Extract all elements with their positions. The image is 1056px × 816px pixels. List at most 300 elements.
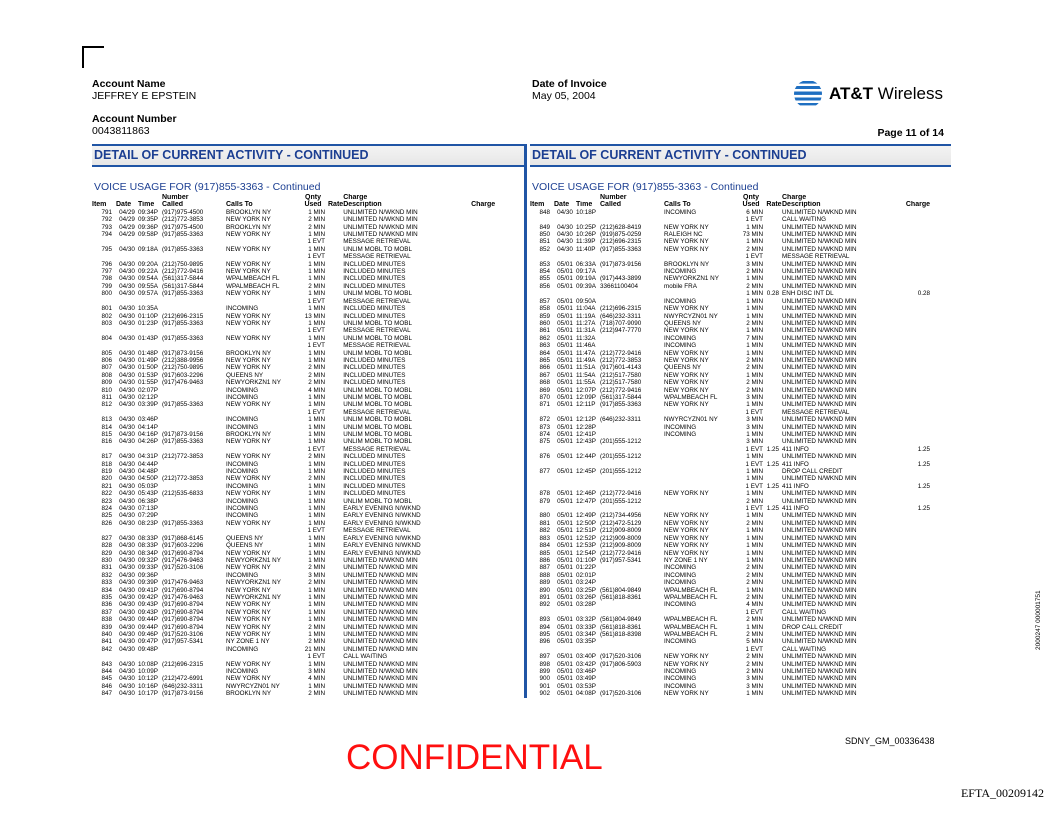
cell-item: 901 xyxy=(539,682,550,690)
cell-item: 876 xyxy=(539,453,550,461)
cell-rate xyxy=(328,350,343,357)
cell-charge: 1.25 xyxy=(917,482,930,490)
cell-calls-to: BROOKLYN NY xyxy=(226,431,272,438)
cell-item: 838 xyxy=(101,616,112,624)
cell-used: 2 MIN xyxy=(746,356,763,364)
cell-rate xyxy=(328,527,343,534)
cell-item: 808 xyxy=(101,371,112,379)
cell-item: 831 xyxy=(101,564,112,572)
cell-description: UNLIM MOBL TO MOBL xyxy=(343,290,413,298)
cell-called: (917)520-3106 xyxy=(600,653,642,661)
cell-rate xyxy=(766,616,782,623)
cell-date: 05/01 xyxy=(557,549,573,557)
cell-called xyxy=(600,209,664,216)
cell-time: 09:44P xyxy=(138,616,158,624)
cell-rate xyxy=(766,275,782,282)
cell-used: 2 MIN xyxy=(308,564,325,572)
cell-called xyxy=(162,387,226,394)
cell-date: 05/01 xyxy=(557,682,573,690)
cell-charge xyxy=(878,246,930,253)
cell-rate xyxy=(328,290,343,297)
cell-calls-to: INCOMING xyxy=(226,416,259,424)
table-row xyxy=(92,305,495,312)
cell-date: 05/01 xyxy=(557,393,573,401)
cell-calls-to: NY ZONE 1 NY xyxy=(664,556,708,564)
cell-date: 04/30 xyxy=(119,601,135,609)
cell-used: 2 MIN xyxy=(746,653,763,661)
cell-description: MESSAGE RETRIEVAL xyxy=(343,408,411,416)
cell-rate xyxy=(328,579,343,586)
cell-calls-to: NEW YORK NY xyxy=(226,334,271,342)
cell-charge xyxy=(878,475,930,482)
cell-rate xyxy=(328,438,343,445)
cell-time: 03:46P xyxy=(576,668,596,675)
cell-calls-to: BROOKLYN NY xyxy=(664,260,710,268)
cell-used: 1 EVT xyxy=(307,445,325,453)
cell-item: 864 xyxy=(539,349,550,357)
cell-rate xyxy=(766,631,782,638)
cell-item: 807 xyxy=(101,364,112,372)
cell-description: MESSAGE RETRIEVAL xyxy=(343,327,411,335)
cell-description: UNLIMITED N/WKND MIN xyxy=(782,260,857,268)
cell-calls-to: NEW YORK NY xyxy=(226,616,271,624)
cell-rate xyxy=(766,564,782,571)
cell-calls-to: WPALMBEACH FL xyxy=(664,593,718,601)
cell-date: 04/30 xyxy=(119,571,135,579)
cell-description: UNLIMITED N/WKND MIN xyxy=(782,386,857,394)
table-row xyxy=(92,690,495,697)
cell-charge xyxy=(447,320,495,327)
cell-calls-to: NEW YORK NY xyxy=(226,453,271,461)
cell-item: 886 xyxy=(539,556,550,564)
cell-charge xyxy=(878,394,930,401)
cell-used: 1 EVT xyxy=(745,608,763,616)
cell-charge xyxy=(447,505,495,512)
cell-description: MESSAGE RETRIEVAL xyxy=(343,297,411,305)
cell-charge xyxy=(878,498,930,505)
cell-description: UNLIMITED N/WKND MIN xyxy=(782,342,857,350)
cell-called xyxy=(600,505,664,512)
cell-item: 816 xyxy=(101,438,112,446)
cell-calls-to: NEWYORKZN1 NY xyxy=(664,275,719,283)
cell-time xyxy=(138,342,162,349)
cell-rate xyxy=(328,313,343,320)
cell-rate xyxy=(328,224,343,231)
cell-item: 819 xyxy=(101,468,112,476)
cell-rate xyxy=(328,661,343,668)
cell-time: 04:26P xyxy=(138,438,158,446)
cell-charge xyxy=(878,327,930,334)
cell-charge xyxy=(447,675,495,682)
cell-rate xyxy=(328,453,343,460)
cell-date: 05/01 xyxy=(557,423,573,431)
th-blank xyxy=(116,194,138,201)
cell-called: (917)690-8794 xyxy=(162,549,204,557)
cell-used: 2 MIN xyxy=(308,371,325,379)
column-header-used: Used xyxy=(304,201,322,209)
cell-date: 04/30 xyxy=(119,630,135,638)
cell-charge xyxy=(447,379,495,386)
cell-description: UNLIMITED N/WKND MIN xyxy=(782,571,857,579)
cell-called xyxy=(162,416,226,423)
table-row xyxy=(530,461,930,468)
cell-rate xyxy=(328,653,343,660)
cell-called: (561)804-9849 xyxy=(600,586,642,594)
column-header-calls-to: Calls To xyxy=(664,201,691,209)
cell-charge xyxy=(447,690,495,697)
cell-time: 09:57A xyxy=(138,290,158,298)
cell-time: 04:08P xyxy=(576,690,596,698)
cell-calls-to: NEW YORK NY xyxy=(664,490,709,498)
cell-calls-to: INCOMING xyxy=(226,668,259,675)
cell-item: 829 xyxy=(101,549,112,557)
cell-called: (212)472-6991 xyxy=(162,675,204,683)
cell-charge xyxy=(447,305,495,312)
cell-date: 04/30 xyxy=(119,690,135,698)
cell-calls-to xyxy=(664,475,736,482)
cell-called: (561)804-9849 xyxy=(600,616,642,624)
cell-calls-to: INCOMING xyxy=(226,468,259,476)
cell-date xyxy=(116,446,138,453)
header-row-top xyxy=(92,194,495,201)
th-blank xyxy=(138,194,162,201)
cell-charge xyxy=(447,350,495,357)
account-number: 0043811863 xyxy=(92,125,150,137)
cell-item: 852 xyxy=(539,245,550,253)
cell-charge xyxy=(447,290,495,297)
cell-calls-to: BROOKLYN NY xyxy=(226,223,272,231)
cell-charge xyxy=(447,401,495,408)
cell-calls-to: NEW YORK NY xyxy=(664,305,709,313)
cell-item: 870 xyxy=(539,393,550,401)
cell-time: 09:17A xyxy=(576,268,596,276)
cell-calls-to: NWYRCYZN01 NY xyxy=(664,416,718,424)
cell-charge xyxy=(447,609,495,616)
cell-rate xyxy=(766,646,782,653)
cell-calls-to: INCOMING xyxy=(664,579,697,587)
table-row xyxy=(92,409,495,416)
cell-calls-to: NEW YORK NY xyxy=(226,601,271,609)
cell-item: 830 xyxy=(101,556,112,564)
cell-description: EARLY EVENING N/WKND xyxy=(343,549,421,557)
cell-called xyxy=(600,564,664,571)
cell-item: 883 xyxy=(539,534,550,542)
cell-used: 1 MIN xyxy=(746,556,763,564)
cell-used: 2 MIN xyxy=(746,660,763,668)
th-charge-top: Charge xyxy=(343,194,368,201)
cell-charge xyxy=(878,216,930,223)
cell-calls-to: NEW YORK NY xyxy=(226,401,271,409)
table-row xyxy=(92,490,495,497)
cell-called: (212)772-9416 xyxy=(600,490,642,498)
cell-used: 1 MIN xyxy=(308,275,325,283)
cell-called: (917)975-4500 xyxy=(162,223,204,231)
cell-time: 01:23P xyxy=(138,319,158,327)
cell-charge xyxy=(447,216,495,223)
cell-description: UNLIMITED N/WKND MIN xyxy=(782,668,857,675)
table-row xyxy=(92,616,495,623)
table-row xyxy=(92,290,495,297)
cell-charge xyxy=(447,542,495,549)
cell-item: 840 xyxy=(101,630,112,638)
cell-called: (561)317-5844 xyxy=(162,282,204,290)
column-header-date: Date xyxy=(116,201,132,209)
cell-used: 2 MIN xyxy=(746,379,763,387)
cell-description: UNLIMITED N/WKND MIN xyxy=(343,586,418,594)
cell-rate xyxy=(328,246,343,253)
cell-date xyxy=(554,505,576,512)
cell-rate xyxy=(766,475,782,482)
cell-description: DROP CALL CREDIT xyxy=(782,468,843,476)
cell-rate xyxy=(328,690,343,697)
cell-description: CALL WAITING xyxy=(782,608,826,616)
table-row xyxy=(530,275,930,282)
cell-rate xyxy=(328,209,343,216)
cell-date xyxy=(554,409,576,416)
cell-called xyxy=(600,409,664,416)
cell-date: 04/30 xyxy=(119,379,135,387)
column-header-used: Used xyxy=(742,201,760,209)
cell-calls-to: INCOMING xyxy=(226,393,259,401)
account-name: JEFFREY E EPSTEIN xyxy=(92,90,197,102)
logo-wordmark xyxy=(829,84,943,104)
cell-date xyxy=(554,253,576,260)
cell-rate xyxy=(328,283,343,290)
cell-called: (646)232-3311 xyxy=(600,416,641,424)
cell-called xyxy=(600,483,664,490)
cell-time: 06:38P xyxy=(138,497,158,505)
table-row xyxy=(530,416,930,423)
cell-calls-to: INCOMING xyxy=(226,386,259,394)
cell-description: UNLIMITED N/WKND MIN xyxy=(782,682,857,690)
table-row xyxy=(530,216,930,223)
cell-item: 860 xyxy=(539,319,550,327)
table-row xyxy=(92,268,495,275)
cell-calls-to: NEW YORK NY xyxy=(226,231,271,239)
cell-calls-to: INCOMING xyxy=(226,460,259,468)
cell-called: 33661100404 xyxy=(600,282,639,290)
cell-time xyxy=(576,483,600,490)
cell-item xyxy=(530,475,554,482)
cell-rate xyxy=(766,409,782,416)
cell-calls-to: NEW YORK NY xyxy=(226,475,271,483)
cell-description: INCLUDED MINUTES xyxy=(343,282,406,290)
cell-calls-to: NEW YORK NY xyxy=(226,660,271,668)
cell-charge xyxy=(878,683,930,690)
cell-charge xyxy=(447,661,495,668)
cell-time: 09:18A xyxy=(138,245,158,253)
cell-used: 1 MIN xyxy=(746,401,763,409)
cell-rate xyxy=(328,342,343,349)
cell-item: 821 xyxy=(101,482,112,490)
cell-date: 04/30 xyxy=(119,431,135,438)
cell-called xyxy=(162,305,226,312)
table-row xyxy=(530,224,930,231)
cell-charge xyxy=(447,438,495,445)
cell-charge xyxy=(447,557,495,564)
cell-description: UNLIMITED N/WKND MIN xyxy=(782,356,857,364)
cell-called: (212)772-3853 xyxy=(162,475,204,483)
table-row xyxy=(92,394,495,401)
cell-time: 01:10P xyxy=(576,556,596,564)
cell-description: UNLIM MOBL TO MOBL xyxy=(343,349,413,357)
cell-calls-to: RALEIGH NC xyxy=(664,231,703,239)
cell-description: 411 INFO xyxy=(782,445,809,453)
table-row xyxy=(92,424,495,431)
cell-called: (212)772-9416 xyxy=(600,349,642,357)
cell-charge xyxy=(878,335,930,342)
cell-description: UNLIMITED N/WKND MIN xyxy=(782,305,857,313)
cell-item: 833 xyxy=(101,579,112,587)
cell-description: UNLIMITED N/WKND MIN xyxy=(782,282,857,290)
cell-used: 1 MIN xyxy=(308,393,325,401)
cell-time: 09:19A xyxy=(576,275,596,283)
cell-rate xyxy=(328,520,343,527)
cell-date: 04/30 xyxy=(119,334,135,342)
cell-time: 09:36P xyxy=(138,223,158,231)
cell-called: (917)957-5341 xyxy=(600,556,642,564)
cell-calls-to: INCOMING xyxy=(226,423,259,431)
cell-item: 879 xyxy=(539,497,550,505)
cell-item xyxy=(530,446,554,453)
cell-item xyxy=(92,253,116,260)
cell-rate xyxy=(766,601,782,608)
cell-description: UNLIMITED N/WKND MIN xyxy=(343,668,418,675)
cell-rate xyxy=(328,446,343,453)
cell-calls-to: NEWYORKZN1 NY xyxy=(226,379,281,387)
cell-used: 1 MIN xyxy=(308,290,325,298)
table-row xyxy=(92,579,495,586)
cell-calls-to xyxy=(226,238,298,245)
cell-date: 05/01 xyxy=(557,431,573,438)
table-row xyxy=(92,638,495,645)
cell-calls-to: WPALMBEACH FL xyxy=(664,586,718,594)
cell-rate xyxy=(328,401,343,408)
cell-charge xyxy=(447,253,495,260)
table-row xyxy=(92,320,495,327)
cell-calls-to: NEW YORK NY xyxy=(664,512,709,520)
cell-time: 11:51A xyxy=(576,364,596,372)
cell-item xyxy=(530,253,554,260)
cell-item xyxy=(530,216,554,223)
cell-used: 1 MIN xyxy=(746,290,763,298)
cell-called: (917)690-8794 xyxy=(162,601,204,609)
cell-description: INCLUDED MINUTES xyxy=(343,260,406,268)
cell-item: 896 xyxy=(539,638,550,646)
cell-called: (212)750-9895 xyxy=(162,364,204,372)
cell-date: 04/30 xyxy=(119,497,135,505)
logo-text-light: Wireless xyxy=(873,84,943,103)
cell-calls-to xyxy=(664,646,736,653)
cell-used: 1 EVT xyxy=(307,238,325,246)
cell-called xyxy=(162,327,226,334)
cell-rate xyxy=(766,327,782,334)
table-row xyxy=(530,675,930,682)
cell-calls-to: NEW YORK NY xyxy=(226,586,271,594)
cell-rate xyxy=(328,601,343,608)
cell-used: 2 MIN xyxy=(308,638,325,646)
cell-time: 08:33P xyxy=(138,534,158,542)
cell-time: 06:33A xyxy=(576,260,596,268)
cell-item: 885 xyxy=(539,549,550,557)
cell-item: 884 xyxy=(539,542,550,550)
table-row xyxy=(92,401,495,408)
table-row xyxy=(92,550,495,557)
table-row xyxy=(530,468,930,475)
header-row xyxy=(530,201,930,208)
cell-charge xyxy=(447,624,495,631)
cell-rate xyxy=(766,490,782,497)
cell-charge xyxy=(447,283,495,290)
cell-item: 871 xyxy=(539,401,550,409)
cell-description: INCLUDED MINUTES xyxy=(343,364,406,372)
cell-called: (917)855-3363 xyxy=(162,231,204,239)
cell-item xyxy=(530,483,554,490)
cell-called: (212)947-7770 xyxy=(600,327,642,335)
cell-charge xyxy=(447,572,495,579)
table-row xyxy=(92,668,495,675)
table-row xyxy=(530,379,930,386)
cell-charge xyxy=(447,209,495,216)
cell-description: UNLIMITED N/WKND MIN xyxy=(782,364,857,372)
cell-time: 09:48P xyxy=(138,645,158,653)
cell-calls-to: QUEENS NY xyxy=(664,319,702,327)
cell-called xyxy=(600,446,664,453)
cell-rate xyxy=(328,624,343,631)
cell-item: 797 xyxy=(101,268,112,276)
cell-date: 05/01 xyxy=(557,675,573,683)
subsection-title-left: VOICE USAGE FOR (917)855-3363 - Continued xyxy=(94,181,321,193)
cell-date: 05/01 xyxy=(557,356,573,364)
cell-time: 10:08P xyxy=(138,660,158,668)
cell-calls-to: INCOMING xyxy=(664,431,697,438)
table-row xyxy=(92,342,495,349)
cell-rate xyxy=(328,335,343,342)
cell-calls-to xyxy=(664,498,736,505)
cell-charge xyxy=(878,261,930,268)
cell-time: 09:41P xyxy=(138,586,158,594)
cell-called xyxy=(600,424,664,431)
table-row xyxy=(92,498,495,505)
cell-rate xyxy=(766,668,782,675)
table-row xyxy=(530,357,930,364)
table-row xyxy=(92,572,495,579)
cell-date: 04/30 xyxy=(119,416,135,424)
cell-called xyxy=(600,335,664,342)
cell-rate xyxy=(766,224,782,231)
cell-calls-to: NEW YORK NY xyxy=(664,386,709,394)
table-row xyxy=(92,379,495,386)
cell-charge xyxy=(878,601,930,608)
cell-date xyxy=(554,290,576,297)
cell-rate xyxy=(328,424,343,431)
cell-charge xyxy=(447,238,495,245)
cell-date: 05/01 xyxy=(557,660,573,668)
cell-date: 04/30 xyxy=(119,393,135,401)
cell-rate xyxy=(766,527,782,534)
cell-charge xyxy=(878,350,930,357)
cell-called: (917)855-3363 xyxy=(162,290,204,298)
cell-time: 11:32A xyxy=(576,334,596,342)
cell-charge xyxy=(447,364,495,371)
cell-called xyxy=(600,609,664,616)
cell-rate xyxy=(766,253,782,260)
cell-used: 1 MIN xyxy=(308,593,325,601)
table-row xyxy=(530,394,930,401)
cell-calls-to xyxy=(226,342,298,349)
cell-charge xyxy=(878,690,930,697)
cell-rate xyxy=(766,357,782,364)
